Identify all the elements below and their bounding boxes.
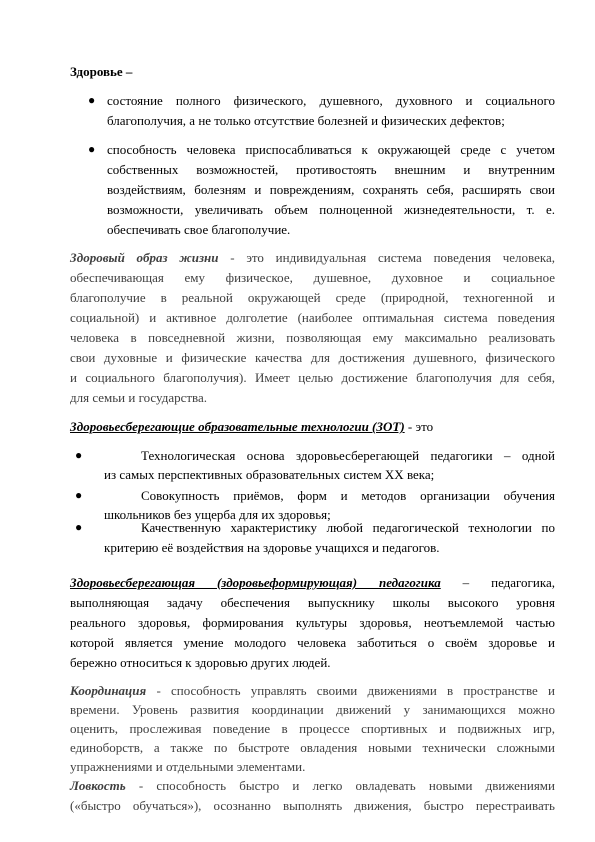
health-item2-line1: способность человека приспосабливаться к окружающей среде с учетом xyxy=(107,142,555,157)
health-item2-line2: собственных возможностей, противостоять внешним и внутренним xyxy=(107,162,555,177)
bullet-dot: ● xyxy=(75,520,83,534)
health-item2-line5: обеспечивать свое благополучие. xyxy=(107,222,291,237)
health-item1-line1: состояние полного физического, душевного, духовного и социального xyxy=(107,93,555,108)
ped-line1-rest: – педагогика, xyxy=(440,575,555,590)
zoj-line4: социальной) и активное долголетие (наиболее оптимальная система поведения xyxy=(70,310,555,325)
zot-title: Здоровьесберегающие образовательные технологии (ЗОТ) xyxy=(70,419,405,434)
zot-item3-line2: критерию её воздействия на здоровье учащихся и педагогов. xyxy=(104,540,440,555)
zot-item1-line2: из самых перспективных образовательных систем XX века; xyxy=(104,467,435,482)
bullet-dot: ● xyxy=(88,142,96,156)
agil-line1 xyxy=(70,777,555,794)
agil-line2: («быстро обучаться»), осознанно выполнять движения, быстро перестраивать xyxy=(70,798,555,813)
zoj-term: Здоровый образ жизни xyxy=(70,250,219,265)
ped-line2: выполняющая задачу обеспечения выпускнику школы высокого уровня xyxy=(70,595,555,610)
agil-line1-rest: - способность быстро и легко овладевать новыми движениями xyxy=(125,778,555,793)
zoj-line3: благополучие в реальной окружающей среде (природной, техногенной и xyxy=(70,290,555,305)
zot-heading xyxy=(70,418,433,435)
bullet-dot: ● xyxy=(75,448,83,462)
ped-line4: которой является умение молодого человека заботиться о своём здоровье и xyxy=(70,635,555,650)
bullet-dot: ● xyxy=(75,488,83,502)
health-item1-line2: благополучия, а не только отсутствие болезней и физических дефектов; xyxy=(107,113,505,128)
agil-term: Ловкость xyxy=(70,778,126,793)
health-item2-line4: возможности, увеличивать объем полноценной жизнедеятельности, т. е. xyxy=(107,202,555,217)
zot-item2-line2: школьников без ущерба для их здоровья; xyxy=(104,507,331,522)
zoj-line7: и социального благополучия). Имеет целью достижение благополучия для себя, xyxy=(70,370,555,385)
zot-item2-line1: Совокупность приёмов, форм и методов организации обучения xyxy=(141,488,555,503)
health-item2-line3: воздействиям, болезням и повреждениям, сохранять себя, расширять свои xyxy=(107,182,555,197)
ped-line1 xyxy=(70,574,555,591)
ped-line3: реального здоровья, формирования культуры здоровья, неотъемлемой частью xyxy=(70,615,555,630)
coord-line4: единоборств, а также по быстроте овладения новыми технически сложными xyxy=(70,740,555,755)
coord-line2: времени. Уровень развития координации движений у занимающихся можно xyxy=(70,702,555,717)
zoj-line6: свои духовные и физические качества для достижения душевного, физического xyxy=(70,350,555,365)
zoj-line2: обеспечивающая ему физическое, душевное, духовное и социальное xyxy=(70,270,555,285)
zoj-line5: человека в повседневной жизни, позволяющая ему максимально реализовать xyxy=(70,330,555,345)
coord-line3: оценить, прослеживая поведение в процессе спортивных и подвижных игр, xyxy=(70,721,555,736)
coord-line1-rest: - способность управлять своими движениями в пространстве и xyxy=(146,683,555,698)
coord-line5: упражнениями и отдельными элементами. xyxy=(70,759,306,774)
zoj-line1-rest: - это индивидуальная система поведения человека, xyxy=(218,250,556,265)
zoj-line8: для семьи и государства. xyxy=(70,390,208,405)
zoj-line1 xyxy=(70,249,555,266)
coord-line1 xyxy=(70,682,555,699)
zot-title-rest: - это xyxy=(404,419,434,434)
ped-line5: бережно относиться к здоровью других людей. xyxy=(70,655,331,670)
zot-item3-line1: Качественную характеристику любой педагогической технологии по xyxy=(141,520,555,535)
ped-term: Здоровьесберегающая (здоровьеформирующая) педагогика xyxy=(70,575,441,590)
coord-term: Координация xyxy=(70,683,147,698)
bullet-dot: ● xyxy=(88,93,96,107)
health-title: Здоровье – xyxy=(70,64,133,79)
zot-item1-line1: Технологическая основа здоровьесберегающей педагогики – одной xyxy=(141,448,555,463)
